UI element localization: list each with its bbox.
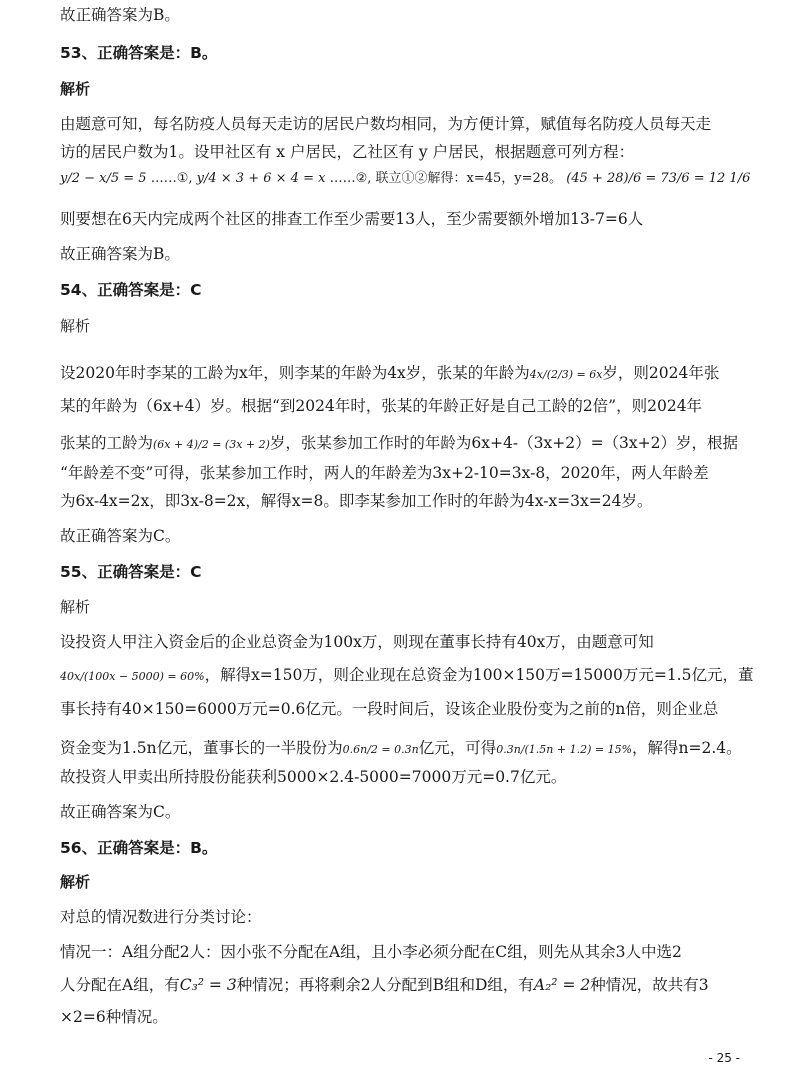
q55-text-4b: 亿元，可得 bbox=[418, 739, 497, 757]
q54-math-seniority: (6x + 4)/2 = (3x + 2) bbox=[153, 438, 270, 451]
q54-answer: 故正确答案为C。 bbox=[60, 527, 181, 545]
q55-math-ratio: 40x/(100x − 5000) = 60% bbox=[60, 670, 205, 683]
q53-heading: 53、正确答案是：B。 bbox=[60, 44, 218, 62]
q55-paragraph-line-4 bbox=[60, 737, 750, 761]
q55-math-equation: 0.3n/(1.5n + 1.2) = 15% bbox=[496, 743, 633, 756]
q56-paragraph-line-2: 情况一：A组分配2人：因小张不分配在A组，且小李必须分配在C组，则先从其余3人中选2 bbox=[60, 943, 682, 961]
q54-text-1b: 岁，则2024年张 bbox=[602, 364, 720, 382]
q56-text-3c: 种情况，故共有3 bbox=[590, 976, 709, 994]
q55-paragraph-line-1: 设投资人甲注入资金后的企业总资金为100x万，则现在董事长持有40x万，由题意可知 bbox=[60, 633, 654, 651]
q55-text-4c: ，解得n=2.4。 bbox=[632, 739, 742, 757]
q55-text-4a: 资金变为1.5n亿元，董事长的一半股份为 bbox=[60, 739, 343, 757]
q56-text-3a: 人分配在A组，有 bbox=[60, 976, 180, 994]
q54-paragraph-line-1 bbox=[60, 362, 750, 386]
q54-analysis-label: 解析 bbox=[60, 317, 91, 335]
q53-solution: 联立①②解得：x=45，y=28。 bbox=[375, 171, 563, 186]
q56-math-arrangement: A₂² = 2 bbox=[533, 976, 591, 994]
q53-paragraph-line-1: 由题意可知，每名防疫人员每天走访的居民户数均相同，为方便计算，赋值每名防疫人员每天走 bbox=[60, 115, 712, 133]
q55-paragraph-line-3: 事长持有40×150=6000万元=0.6亿元。一段时间后，设该企业股份变为之前的n倍，则企业总 bbox=[60, 700, 719, 718]
q55-answer: 故正确答案为C。 bbox=[60, 803, 181, 821]
q55-analysis-label: 解析 bbox=[60, 598, 91, 616]
q54-heading: 54、正确答案是：C bbox=[60, 281, 202, 299]
page-number: - 25 - bbox=[708, 1051, 740, 1065]
q55-text-2: ，解得x=150万，则企业现在总资金为100×150万=15000万元=1.5亿元，董 bbox=[204, 666, 754, 684]
q56-text-3b: 种情况；再将剩余2人分配到B组和D组，有 bbox=[236, 976, 534, 994]
q54-text-1a: 设2020年时李某的工龄为x年，则李某的年龄为4x岁，张某的年龄为 bbox=[60, 364, 530, 382]
q56-paragraph-line-1: 对总的情况数进行分类讨论： bbox=[60, 908, 262, 926]
q56-paragraph-line-3 bbox=[60, 974, 750, 996]
q53-equation-line bbox=[60, 168, 750, 190]
q53-answer: 故正确答案为B。 bbox=[60, 245, 180, 263]
q56-heading: 56、正确答案是：B。 bbox=[60, 839, 218, 857]
q53-dots-1: ……①, bbox=[150, 171, 193, 186]
q55-math-half-share: 0.6n/2 = 0.3n bbox=[342, 743, 419, 756]
q53-equation-1: y/2 − x/5 = 5 bbox=[60, 171, 147, 186]
q53-analysis-label: 解析 bbox=[60, 80, 91, 98]
q54-paragraph-line-2: 某的年龄为（6x+4）岁。根据“到2024年时，张某的年龄正好是自己工龄的2倍”，则2024年 bbox=[60, 397, 703, 415]
q53-paragraph-line-4: 则要想在6天内完成两个社区的排查工作至少需要13人，至少需要额外增加13-7=6人 bbox=[60, 210, 644, 228]
q56-math-combination: C₃² = 3 bbox=[179, 976, 237, 994]
q54-paragraph-line-4: “年龄差不变”可得，张某参加工作时，两人的年龄差为3x+2-10=3x-8，2020年，两人年龄差 bbox=[60, 464, 709, 482]
q56-analysis-label: 解析 bbox=[60, 873, 91, 891]
q53-paragraph-line-2: 访的居民户数为1。设甲社区有 x 户居民，乙社区有 y 户居民，根据题意可列方程： bbox=[60, 143, 635, 161]
q54-text-3a: 张某的工龄为 bbox=[60, 434, 154, 452]
q55-paragraph-line-5: 故投资人甲卖出所持股份能获利5000×2.4-5000=7000万元=0.7亿元。 bbox=[60, 768, 567, 786]
q54-text-3b: 岁，张某参加工作时的年龄为6x+4-（3x+2）=（3x+2）岁，根据 bbox=[269, 434, 739, 452]
q54-math-age: 4x/(2/3) = 6x bbox=[529, 368, 603, 381]
answer-line: 故正确答案为B。 bbox=[60, 6, 180, 24]
q53-equation-2: y/4 × 3 + 6 × 4 = x bbox=[196, 171, 326, 186]
q56-paragraph-line-4: ×2=6种情况。 bbox=[60, 1008, 168, 1026]
q54-paragraph-line-3 bbox=[60, 432, 750, 456]
q53-fraction: (45 + 28)/6 = 73/6 = 12 1/6 bbox=[566, 171, 751, 186]
q55-paragraph-line-2 bbox=[60, 664, 754, 688]
q55-heading: 55、正确答案是：C bbox=[60, 563, 202, 581]
q53-dots-2: ……②, bbox=[329, 171, 372, 186]
q54-paragraph-line-5: 为6x-4x=2x，即3x-8=2x，解得x=8。即李某参加工作时的年龄为4x-x=3x=24岁。 bbox=[60, 492, 653, 510]
